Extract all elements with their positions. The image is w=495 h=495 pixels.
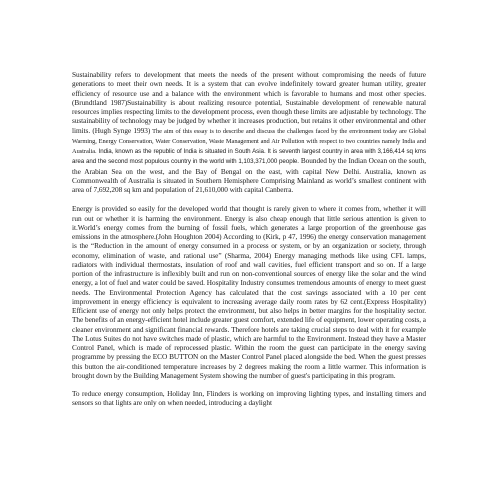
paragraph-sustainability-intro	[72, 70, 426, 194]
paragraph-2-text-a: Energy is provided so easily for the developed world that thought is rarely given to where it comes from, whether it will run out or whether it is harming the environment. Energy is also cheap enough that little serious attention is given to it.World’s energy comes from the burning of fossil fuels, which generates a large proportion of the greenhouse gas emissions in the atmosphere.(John Houghton 2004) According to (Kirk, p 47, 1996) the energy conservation management is the “Reduction in the amount of energy consumed in a process or system, or by an organization or society, through economy, elimination of waste, and rational use” (Sharma, 2004) Energy managing methods like using CFL lamps, radiators with individual thermostats, insulation of roof and wall cavities, fuel efficient transport and so on. If a large portion of the infrastructure is inflexibly built and run on non-conventional sources of energy like the solar and the wind energy, a lot of fuel and water could be saved.	[72, 204, 426, 288]
paragraph-2-text-b: Hospitality Industry consumes tremendous amounts of energy to meet guest needs. The Environmental Protection Agency has calculated that the cost savings associated with a 10 per cent improvement in energy efficiency is equivalent to increasing average daily room rates by 62 cent.(Express Hospitality) Efficient use of energy not only helps protect the environment, but also helps in better margins for the hospitality sector. The benefits of an energy-efficient hotel include greater guest comfort, extended life of equipment, lower operating costs, a cleaner environment and significant financial rewards. Therefore hotels are taking crucial steps to deal with it for example The Lotus Suites do not have switches made of plastic, which are harmful to the Environment. Instead they have a Master Control Panel, which is made of reprocessed plastic. Within the room the guest can participate in the energy saving programme by pressing the ECO BUTTON on the Master Control Panel placed alongside the bed. When the guest presses this button the air-conditioned temperature increases by 2 degrees making the room a little warmer. This information is brought down by the Building Management System showing the number of guest's participating in this program.	[72, 278, 427, 380]
document-page	[72, 70, 426, 408]
paragraph-3-text-a: To reduce energy consumption, Holiday Inn, Flinders is working on improving lighting types, and installing timers and sensors so that lights are only on when needed, introducing a daylight	[72, 389, 426, 408]
paragraph-1-text-c: India, known as the republic of India is situated in South Asia. It is seventh largest country in area with 3,166,414 sq kms area and the second most populous country in the world with 1,103,371,000 people.	[72, 148, 426, 166]
paragraph-1-text-d: Bounded by the Indian Ocean on the south, the Arabian Sea on the west, and the Bay of Bengal on the east, with capital New Delhi. Australia, known as Commonwealth of Australia is situated in Southern Hemisphere Comprising Mainland as world’s smallest continent with area of 7,692,208 sq km and population of 21,610,000 with capital Canberra.	[72, 156, 426, 194]
paragraph-1-text-a: Sustainability refers to development that meets the needs of the present without compromising the needs of future generations to meet their own needs. It is a system that can evolve indefinitely toward greater human utility, greater efficiency of resource use and a balance with the environment which is favorable to humans and most other species. (Brundtland 1987)Sustainability is about realizing resource potential, Sustainable development of renewable natural resources implies respecting limits to the development process, even though these limits are adjustable by technology. The sustainability of technology may be judged by whether it increases production, but retains it other environmental and other limits. (Hugh Synge 1993)	[72, 70, 426, 135]
paragraph-1-text-b: The aim of this essay is to describe and discuss the challenges faced by the environment today are Global Warming, Energy Conservation, Water Conservation, Waste Management and Air Pollution with respect to two countries namely India and Australia.	[72, 127, 426, 155]
paragraph-holiday-inn	[72, 389, 426, 408]
paragraph-energy-conservation	[72, 204, 426, 380]
